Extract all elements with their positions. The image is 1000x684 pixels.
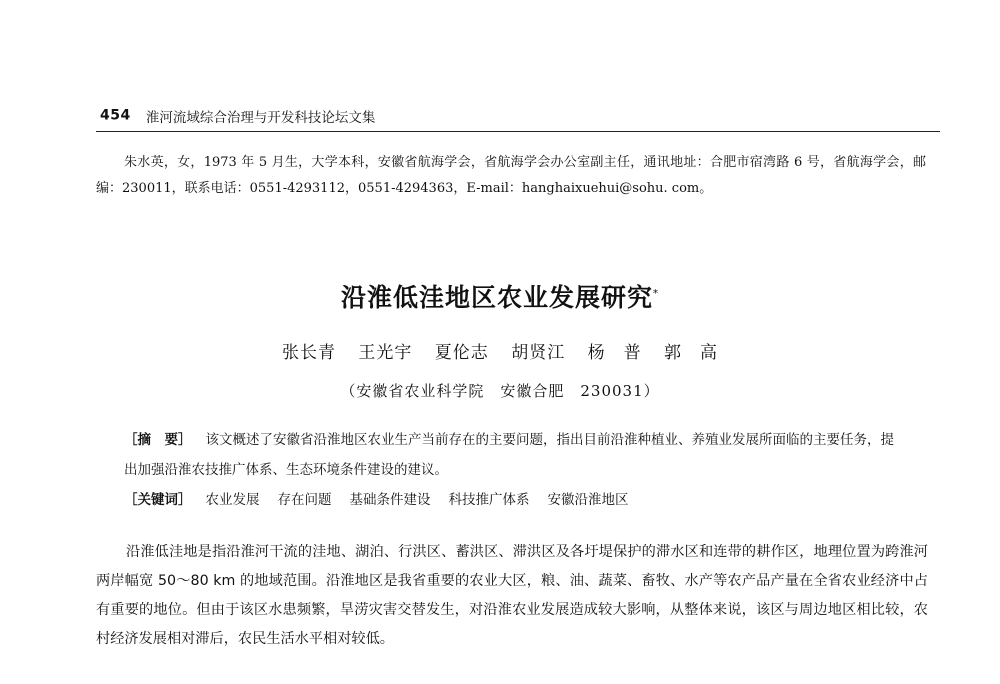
keywords-label: ［关键词］	[124, 492, 192, 508]
keyword: 安徽沿淮地区	[547, 492, 629, 508]
author-name: 张长青	[281, 343, 336, 363]
article-title-text: 沿淮低洼地区农业发展研究	[340, 283, 653, 312]
abstract-text: 该文概述了安徽省沿淮地区农业生产当前存在的主要问题，指出目前沿淮种植业、养殖业发展所面临的主要任务，提出加强沿淮农技推广体系、生态环境条件建设的建议。	[124, 432, 894, 478]
author-list	[0, 338, 1000, 363]
author-name: 夏伦志	[434, 343, 489, 363]
title-footnote-mark: *	[653, 288, 659, 300]
author-name: 郭 高	[664, 343, 719, 363]
body-text	[96, 538, 928, 654]
proceedings-title: 淮河流域综合治理与开发科技论坛文集	[145, 109, 376, 126]
keywords	[124, 485, 904, 515]
previous-article-author-note	[96, 150, 926, 202]
keyword: 农业发展	[205, 492, 260, 508]
abstract	[124, 425, 904, 485]
body-paragraph: 沿淮低洼地是指沿淮河干流的洼地、湖泊、行洪区、蓄洪区、滞洪区及各圩堤保护的滞水区和连带的耕作区，地理位置为跨淮河两岸幅宽 50～80 km 的地域范围。沿淮地区是我省重要的农业大区，粮、油、蔬菜、畜牧、水产等农产品产量在全省农业经济中占有重要的地位。但由于该区水患频繁，旱涝灾害交替发生，对沿淮农业发展造成较大影响，从整体来说，该区与周边地区相比较，农村经济发展相对滞后，农民生活水平相对较低。	[96, 544, 928, 647]
author-affiliation: （安徽省农业科学院 安徽合肥 230031）	[340, 382, 660, 400]
author-name: 胡贤江	[511, 343, 566, 363]
page-number: 454	[100, 107, 131, 124]
running-header	[100, 105, 940, 127]
abstract-block	[124, 425, 904, 515]
article-title	[0, 278, 1000, 314]
header-rule	[96, 131, 940, 132]
author-note-text: 朱水英，女，1973 年 5 月生，大学本科，安徽省航海学会，省航海学会办公室副主任，通讯地址：合肥市宿湾路 6 号，省航海学会，邮编：230011，联系电话：0551-4293112，0551-4294363，E-mail：hanghaixuehui@sohu. com。	[96, 155, 926, 196]
keyword: 科技推广体系	[448, 492, 530, 508]
keyword: 存在问题	[277, 492, 332, 508]
author-name: 杨 普	[587, 343, 642, 363]
abstract-label: ［摘 要］	[124, 432, 192, 448]
author-name: 王光宇	[358, 343, 413, 363]
keyword: 基础条件建设	[349, 492, 431, 508]
